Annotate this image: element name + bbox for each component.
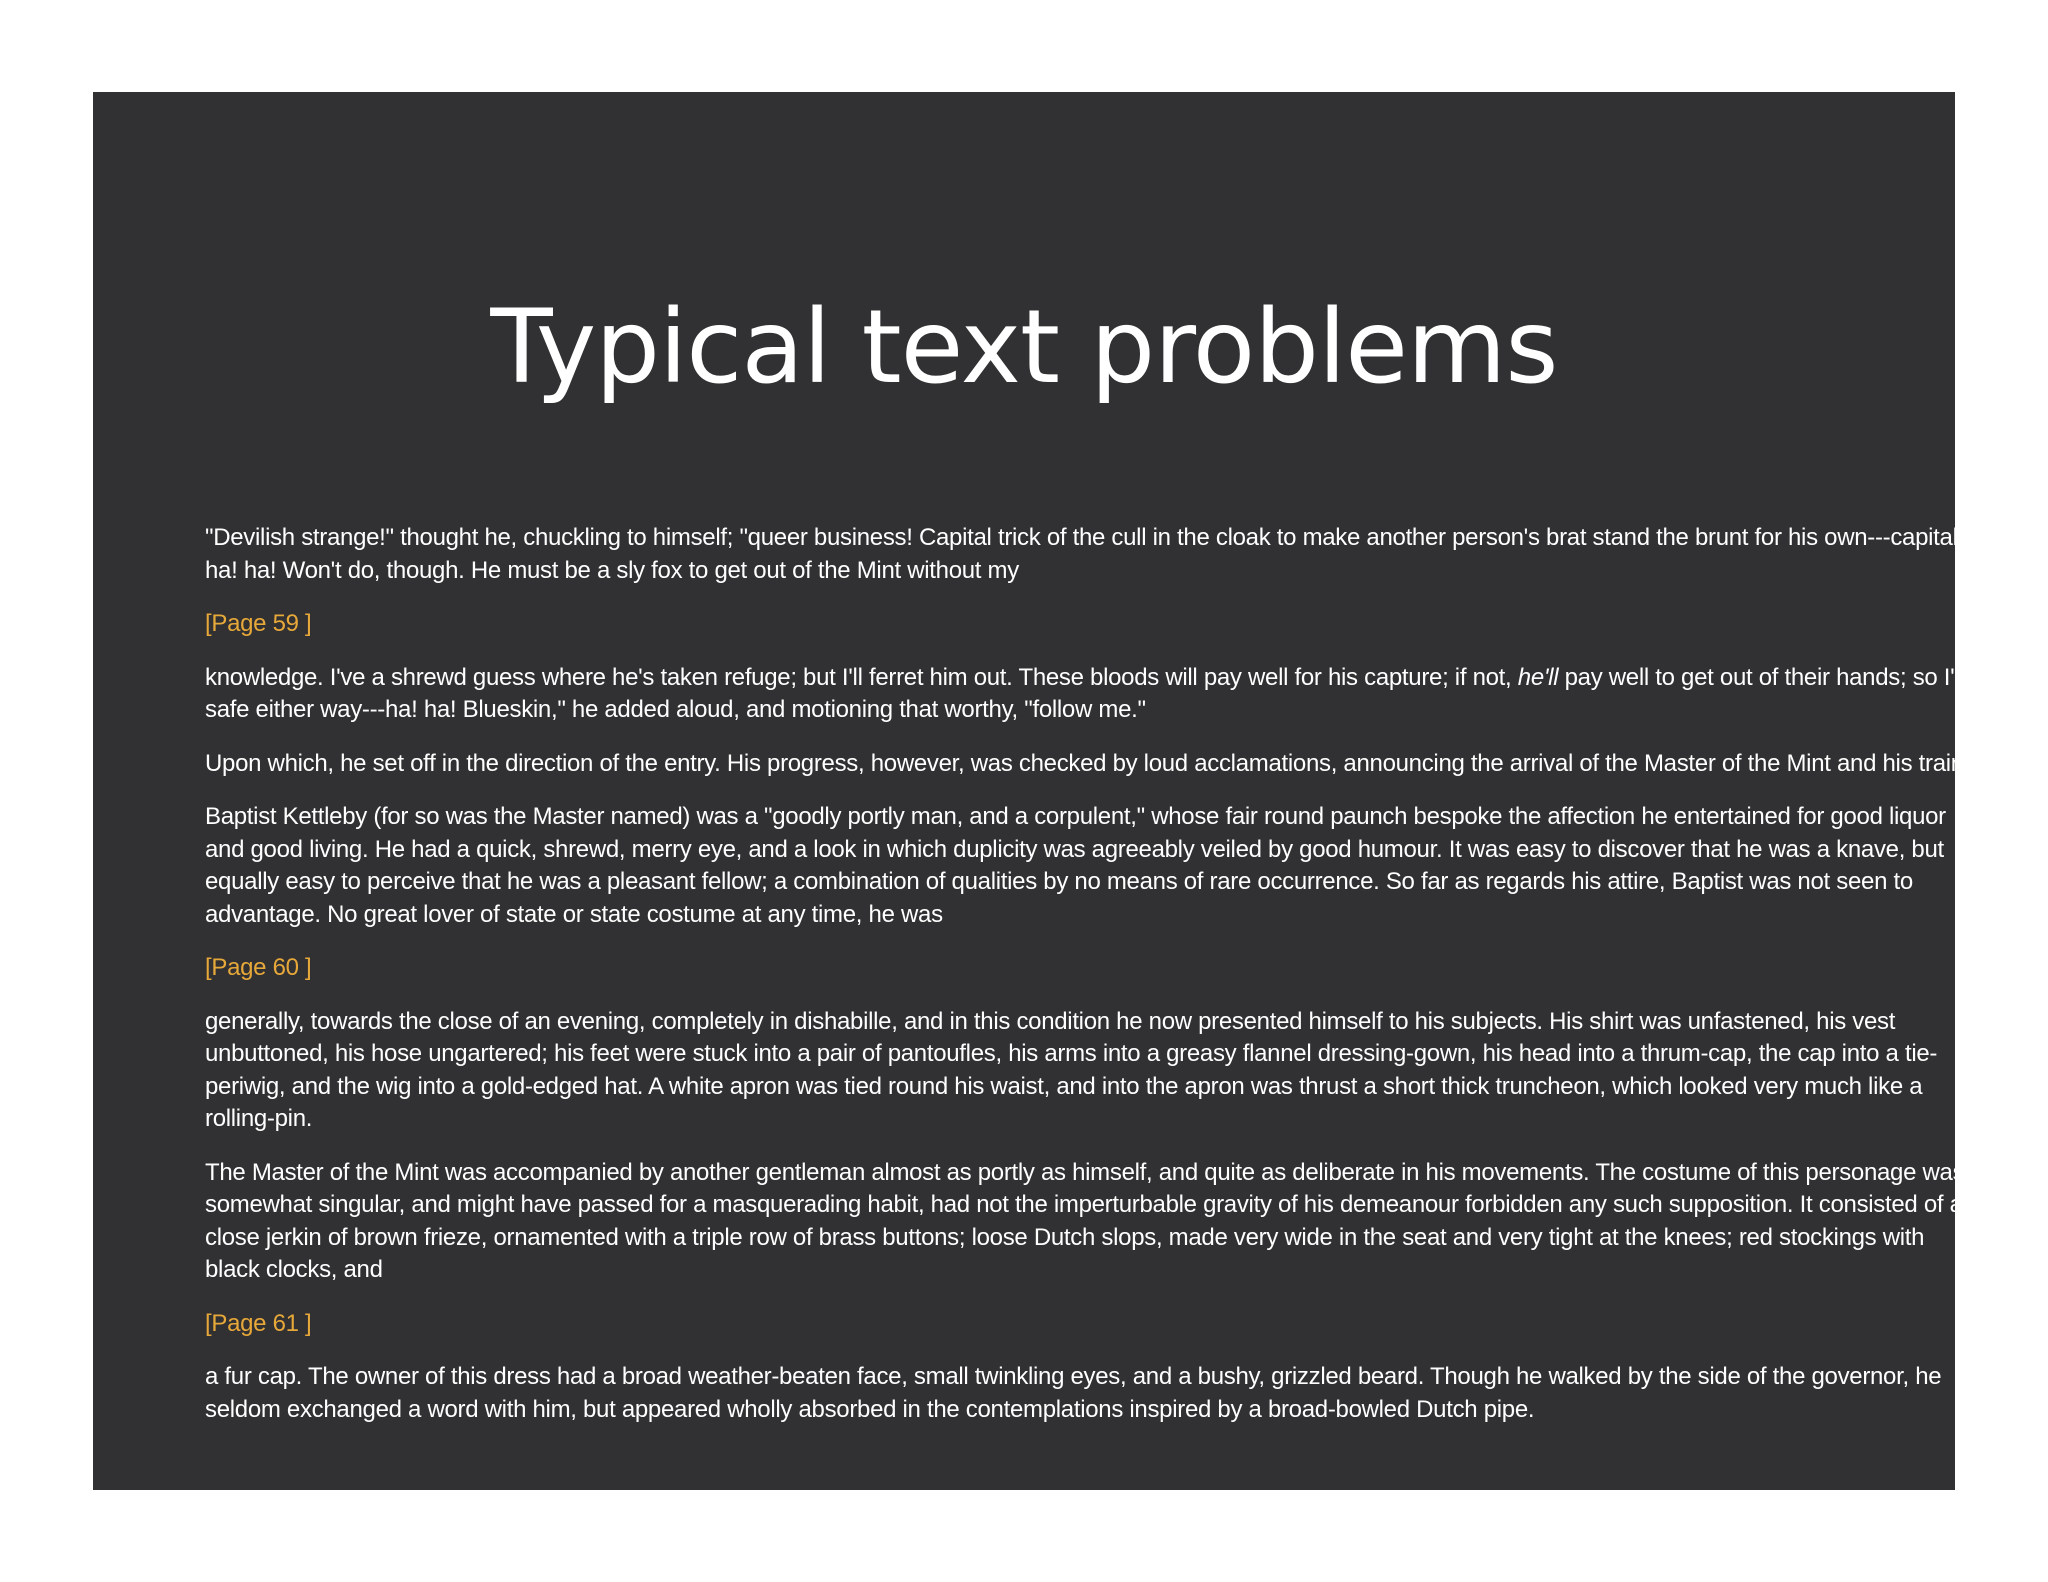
paragraph: Baptist Kettleby (for so was the Master named) was a "goodly portly man, and a corpulent," whose fair round paunch bespoke the affection he entertained for good liquor and good living. He had a quick, shrewd, merry eye, and a look in which duplicity was agreeably veiled by good humour. It was easy to discover that he was a knave, but equally easy to perceive that he was a pleasant fellow; a combination of qualities by no means of rare occurrence. So far as regards his attire, Baptist was not seen to advantage. No great lover of state or state costume at any time, he was [205,803,1946,928]
page-marker-61: [Page 61 ] [205,1309,312,1337]
paragraph: generally, towards the close of an evening, completely in dishabille, and in this condition he now presented himself to his subjects. His shirt was unfastened, his vest unbuttoned, his hose ungartered; his feet were stuck into a pair of pantoufles, his arms into a greasy flannel dressing-gown, his head into a thrum-cap, the cap into a tie-periwig, and the wig into a gold-edged hat. A white apron was tied round his waist, and into the apron was thrust a short thick truncheon, which looked very much like a rolling-pin. [205,1007,1938,1132]
paragraph: Upon which, he set off in the direction of the entry. His progress, however, was checked by loud acclamations, announcing the arrival of the Master of the Mint and his train. [205,749,1971,777]
paragraph-text: pay well to get out of their hands; so I'm safe either way---ha! ha! Blueskin," he added aloud, and motioning that worthy, "follow me." [205,663,1975,723]
page-marker-59: [Page 59 ] [205,610,312,637]
slide-title: Typical text problems [490,288,1558,407]
paragraph-text: knowledge. I've a shrewd guess where he's taken refuge; but I'll ferret him out. These bloods will pay well for his capture; if not, [205,663,1518,691]
slide-body [205,522,1985,1447]
slide [93,92,1975,1490]
paragraph: a fur cap. The owner of this dress had a broad weather-beaten face, small twinkling eyes, and a bushy, grizzled beard. Though he walked by the side of the governor, he seldom exchanged a word with him, but appeared wholly absorbed in the contemplations inspired by a broad-bowled Dutch pipe. [205,1363,1942,1423]
paragraph [205,662,1985,727]
paragraph: "Devilish strange!" thought he, chuckling to himself; "queer business! Capital trick of the cull in the cloak to make another person's brat stand the brunt for his own---capital! ha! ha! Won't do, though. He must be a sly fox to get out of the Mint without my [205,524,1965,584]
page-marker-60: [Page 60 ] [205,954,312,981]
paragraph: The Master of the Mint was accompanied by another gentleman almost as portly as himself, and quite as deliberate in his movements. The costume of this personage was somewhat singular, and might have passed for a masquerading habit, had not the imperturbable gravity of his demeanour forbidden any such supposition. It consisted of a close jerkin of brown frieze, ornamented with a triple row of brass buttons; loose Dutch slops, made very wide in the seat and very tight at the knees; red stockings with black clocks, and [205,1158,1965,1283]
italic-text: he'll [1517,663,1559,691]
